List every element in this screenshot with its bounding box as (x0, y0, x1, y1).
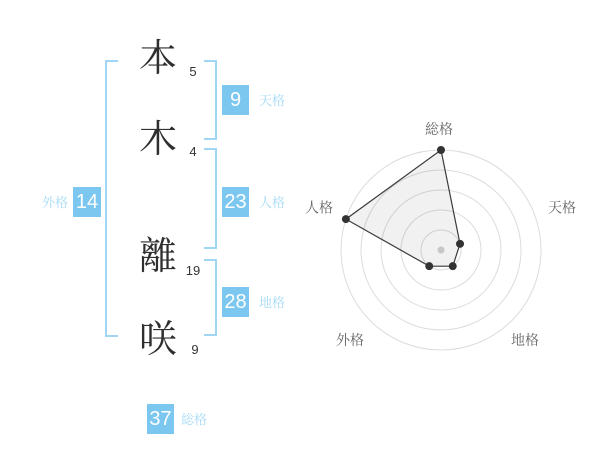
jinkaku-bracket (204, 148, 217, 249)
soukaku-label: 総格 (181, 412, 208, 427)
gaikaku-bracket (105, 60, 118, 337)
jinkaku-value-box: 23 (222, 187, 249, 217)
radar-axis-label-gaikaku: 外格 (336, 332, 364, 348)
stroke-count-3: 19 (185, 263, 201, 278)
chikaku-label: 地格 (259, 295, 286, 310)
stroke-count-1: 5 (189, 64, 197, 79)
jinkaku-label: 人格 (259, 195, 286, 210)
gaikaku-label: 外格 (41, 195, 68, 210)
tenkaku-label: 天格 (259, 93, 286, 108)
radar-axis-label-chikaku: 地格 (511, 332, 539, 348)
radar-chart (300, 95, 600, 365)
radar-axis-label-jinkaku: 人格 (305, 199, 333, 216)
chikaku-value-box: 28 (222, 287, 249, 317)
stroke-count-2: 4 (189, 144, 197, 159)
radar-series (342, 146, 464, 270)
soukaku-value-box: 37 (147, 404, 174, 434)
radar-axis-label-tenkaku: 天格 (548, 199, 576, 216)
tenkaku-value-box: 9 (222, 85, 249, 115)
tenkaku-bracket (204, 60, 217, 140)
radar-axis-label-soukaku: 総格 (425, 121, 453, 137)
name-char-3: 離 (138, 236, 177, 278)
stroke-count-4: 9 (191, 342, 199, 357)
name-char-1: 本 (138, 38, 177, 80)
gaikaku-value-box: 14 (73, 187, 101, 217)
name-char-2: 木 (138, 119, 177, 161)
chikaku-bracket (204, 259, 217, 336)
name-char-4: 咲 (138, 319, 177, 361)
